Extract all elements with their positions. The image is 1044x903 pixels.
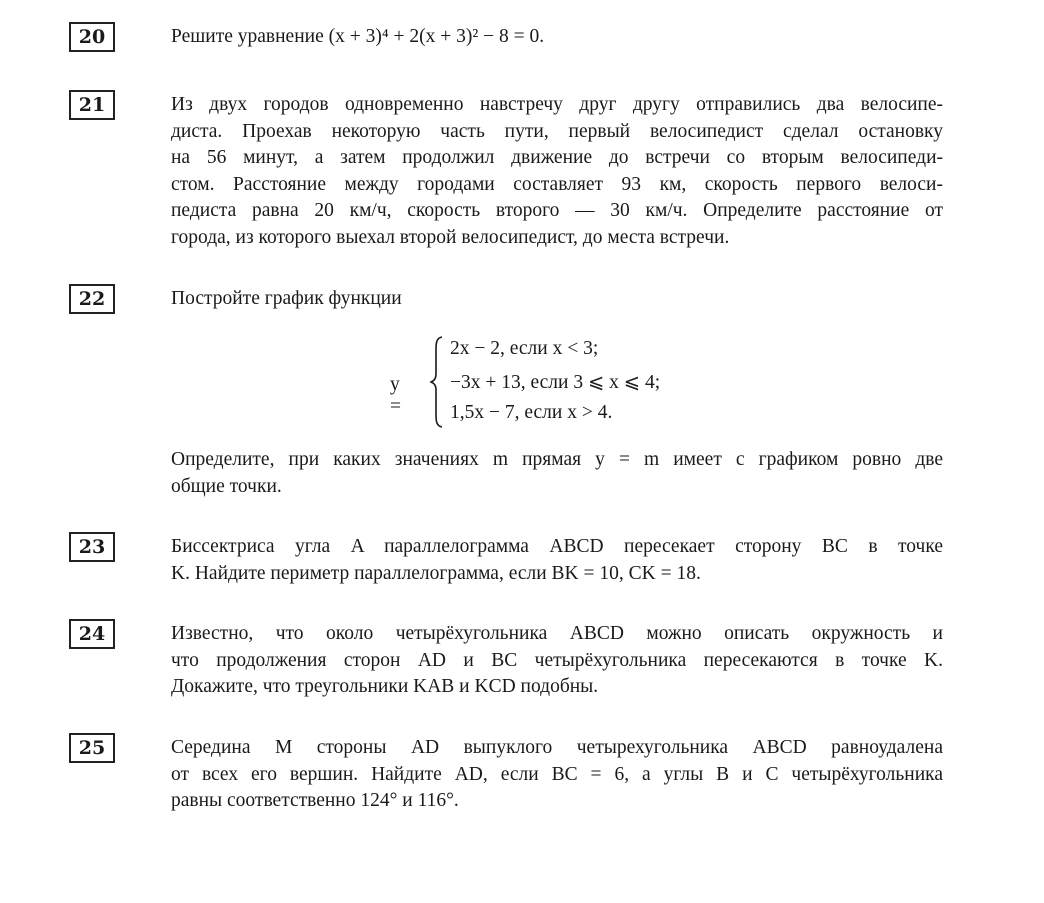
function-case: 1,5x − 7, если x > 4.	[450, 402, 613, 423]
problem-question	[171, 447, 943, 500]
problem-text-line: педиста равна 20 км/ч, скорость второго — 30 км/ч. Определите расстояние от	[171, 200, 943, 221]
problem-text-line: Решите уравнение (x + 3)⁴ + 2(x + 3)² − 8 = 0.	[171, 26, 545, 47]
function-case: 2x − 2, если x < 3;	[450, 338, 599, 359]
problem-text-line: Определите, при каких значениях m прямая y = m имеет с графиком ровно две	[171, 449, 943, 470]
problem-number-box: 24	[69, 619, 115, 649]
problem-text-line: на 56 минут, а затем продолжил движение до встречи со вторым велосипеди-	[171, 147, 943, 168]
problem-text	[171, 24, 943, 51]
problem-text-line: Из двух городов одновременно навстречу друг другу отправились два велосипе-	[171, 94, 943, 115]
function-lhs: y =	[390, 374, 401, 417]
problem-text-line: равны соответственно 124° и 116°.	[171, 790, 459, 811]
problem-number-box: 25	[69, 733, 115, 763]
problem-text-line: от всех его вершин. Найдите AD, если BC = 6, а углы B и C четырёхугольника	[171, 763, 943, 785]
problem-text	[171, 92, 943, 251]
problem-text-line: города, из которого выехал второй велосипедист, до места встречи.	[171, 226, 730, 248]
problem-number-box: 20	[69, 22, 115, 52]
left-brace-icon	[430, 336, 444, 428]
problem-number-box: 21	[69, 90, 115, 120]
problem-text-line: стом. Расстояние между городами составляет 93 км, скорость первого велоси-	[171, 173, 943, 195]
problem-text-line: общие точки.	[171, 475, 282, 497]
function-case: −3x + 13, если 3 ⩽ x ⩽ 4;	[450, 372, 661, 393]
problem-text-line: диста. Проехав некоторую часть пути, первый велосипедист сделал остановку	[171, 120, 943, 142]
problem-number-box: 22	[69, 284, 115, 314]
problem-text-line: что продолжения сторон AD и BC четырёхугольника пересекаются в точке K.	[171, 649, 943, 671]
problem-text	[171, 534, 943, 587]
problem-text-line: Известно, что около четырёхугольника ABCD можно описать окружность и	[171, 623, 943, 644]
problem-intro	[171, 286, 943, 313]
problem-text-line: Постройте график функции	[171, 288, 402, 309]
problem-number-box: 23	[69, 532, 115, 562]
problem-text	[171, 621, 943, 701]
problem-text-line: Середина M стороны AD выпуклого четырехугольника ABCD равноудалена	[171, 737, 943, 758]
problem-text-line: Докажите, что треугольники KAB и KCD подобны.	[171, 676, 599, 697]
problem-text-line: Биссектриса угла A параллелограмма ABCD пересекает сторону BC в точке	[171, 536, 943, 557]
problem-text	[171, 735, 943, 815]
problem-text-line: K. Найдите периметр параллелограмма, если BK = 10, CK = 18.	[171, 562, 701, 584]
